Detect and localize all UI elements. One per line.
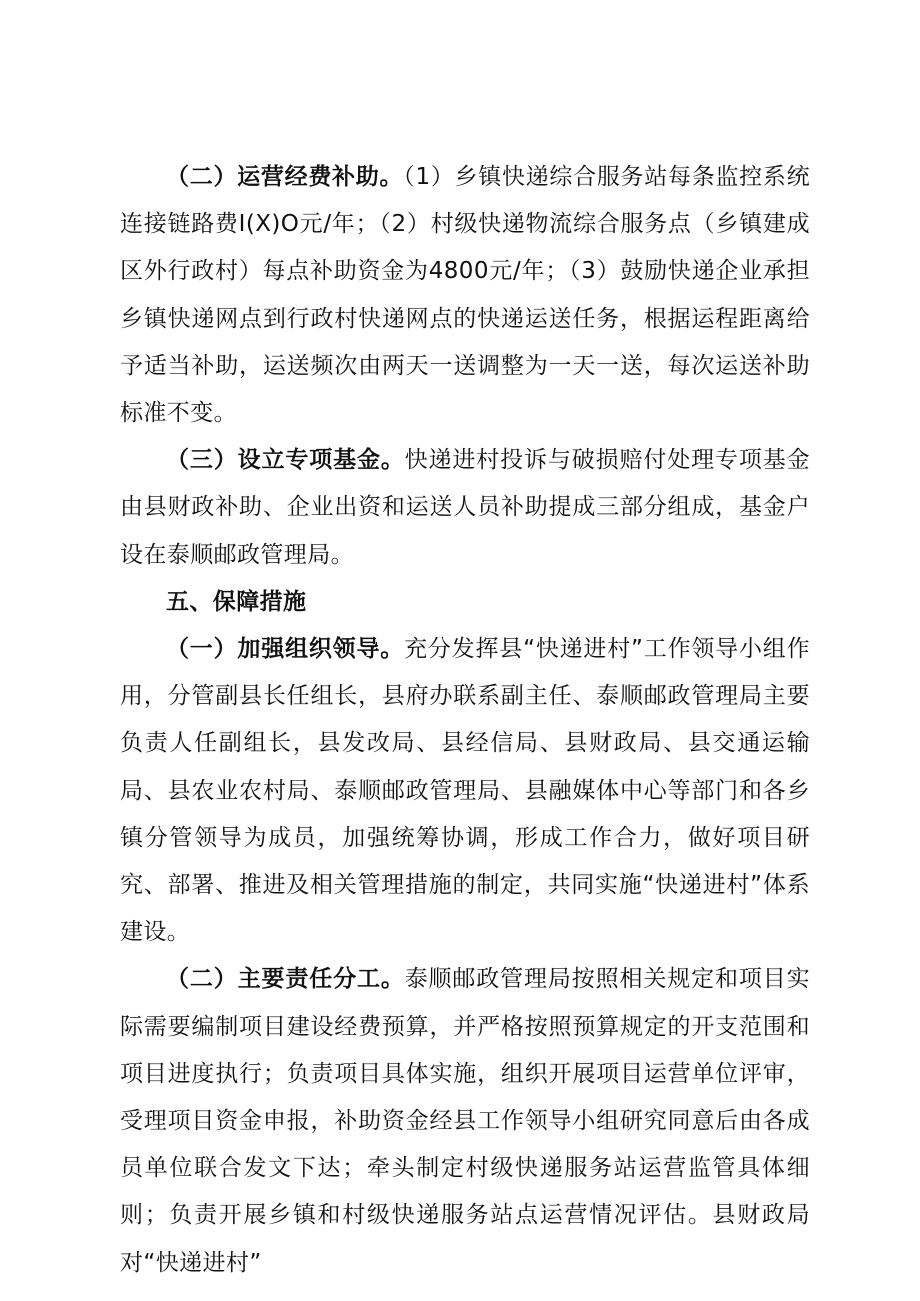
- paragraph-lead: （三）设立专项基金。: [166, 447, 405, 474]
- paragraph-responsibility-division: [120, 956, 810, 1286]
- paragraph-text: 快递进村投诉与破损赔付处理专项基金由县财政补助、企业出资和运送人员补助提成三部分组成，基金户设在泰顺邮政管理局。: [120, 447, 810, 568]
- paragraph-organization-leadership: [120, 626, 810, 956]
- paragraph-lead: （一）加强组织领导。: [166, 636, 405, 663]
- document-body: [120, 154, 810, 1287]
- paragraph-text: （1）乡镇快递综合服务站每条监控系统连接链路费I(X)O元/年；（2）村级快递物流综合服务点（乡镇建成区外行政村）每点补助资金为4800元/年；（3）鼓励快递企业承担乡镇快递网点到行政村快递网点的快递运送任务，根据运程距离给予适当补助，运送频次由两天一送调整为一天一送，每次运送补助标准不变。: [120, 164, 811, 427]
- paragraph-special-fund: [120, 437, 810, 579]
- section-heading: 五、保障措施: [166, 588, 307, 615]
- paragraph-lead: （二）主要责任分工。: [166, 966, 405, 993]
- paragraph-text: 充分发挥县“快递进村”工作领导小组作用，分管副县长任组长，县府办联系副主任、泰顺邮政管理局主要负责人任副组长，县发改局、县经信局、县财政局、县交通运输局、县农业农村局、泰顺邮政管理局、县融媒体中心等部门和各乡镇分管领导为成员，加强统筹协调，形成工作合力，做好项目研究、部署、推进及相关管理措施的制定，共同实施“快递进村”体系建设。: [120, 636, 810, 946]
- paragraph-text: 泰顺邮政管理局按照相关规定和项目实际需要编制项目建设经费预算，并严格按照预算规定的开支范围和项目进度执行；负责项目具体实施，组织开展项目运营单位评审，受理项目资金申报，补助资金经县工作领导小组研究同意后由各成员单位联合发文下达；牵头制定村级快递服务站运营监管具体细则；负责开展乡镇和村级快递服务站点运营情况评估。县财政局对“快递进村”: [120, 966, 810, 1276]
- paragraph-lead: （二）运营经费补助。: [166, 164, 404, 190]
- paragraph-operating-subsidy: [120, 154, 810, 437]
